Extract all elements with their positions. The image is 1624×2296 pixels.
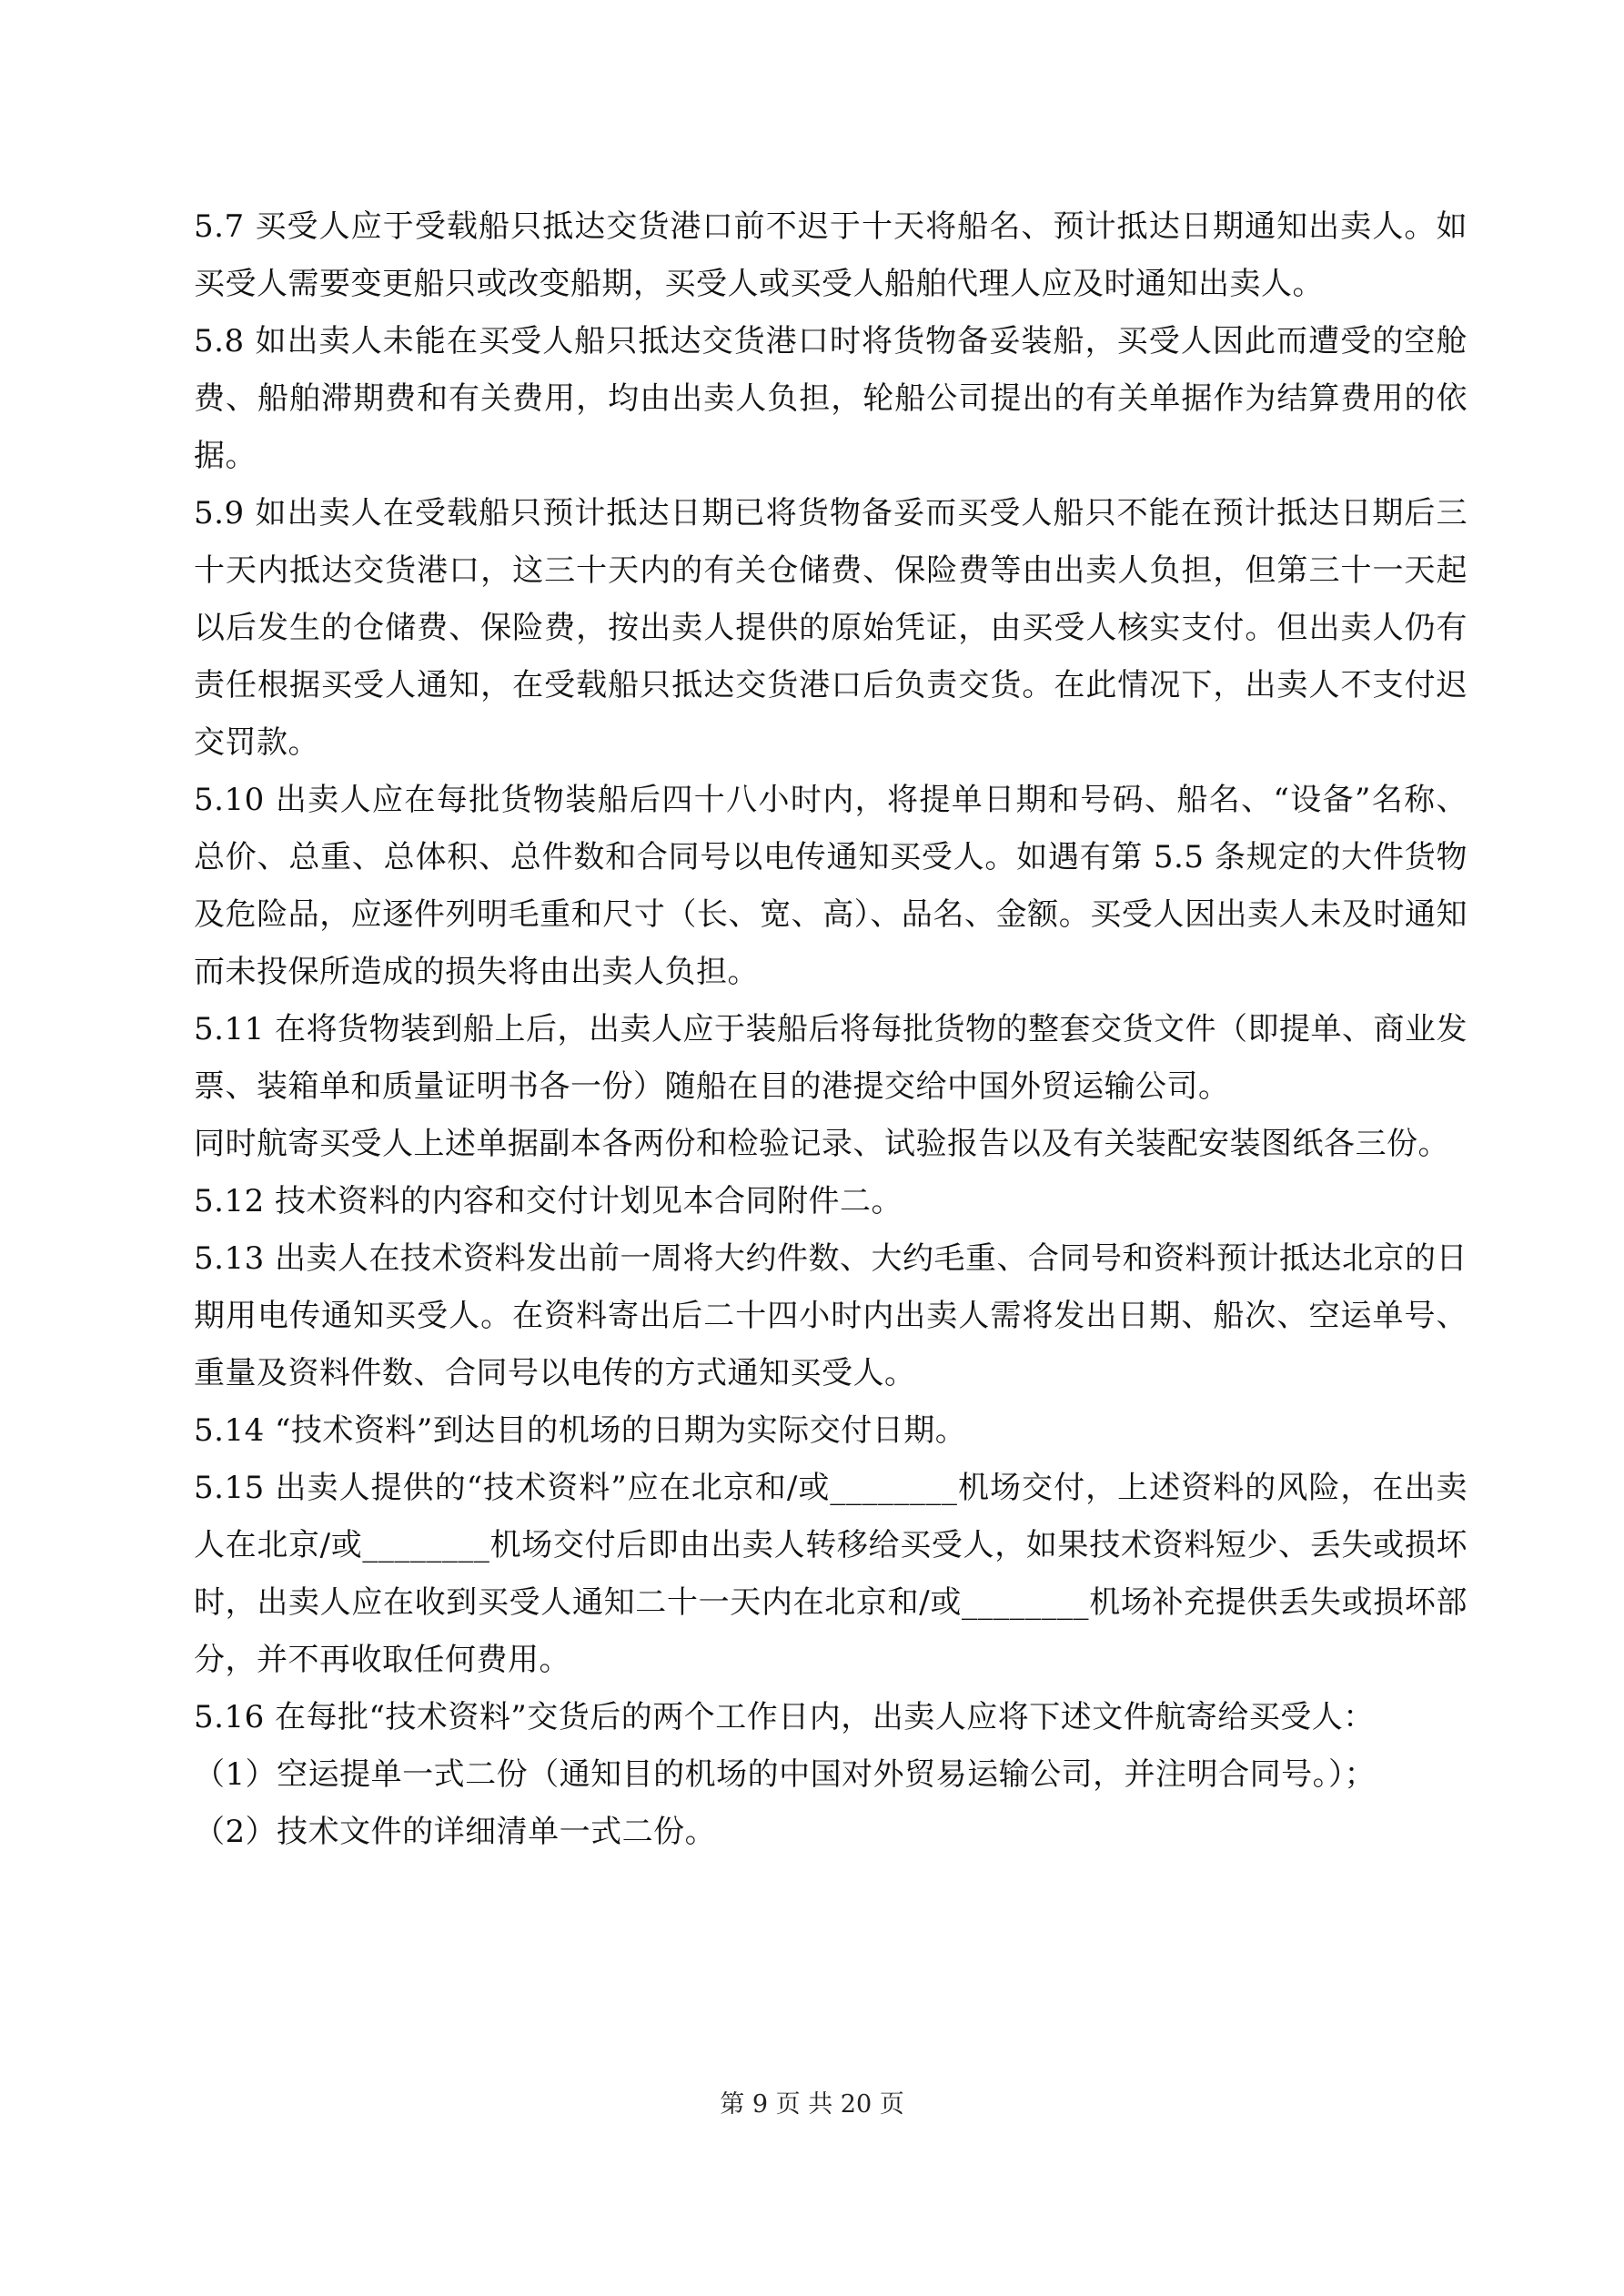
clause-5-12: 5.12 技术资料的内容和交付计划见本合同附件二。	[194, 1183, 903, 1219]
list-item-2: （2）技术文件的详细清单一式二份。	[194, 1814, 717, 1850]
clause-5-14: 5.14 “技术资料”到达目的机场的日期为实际交付日期。	[194, 1412, 967, 1449]
page-number-footer: 第 9 页 共 20 页	[720, 2090, 904, 2119]
clause-5-13: 5.13 出卖人在技术资料发出前一周将大约件数、大约毛重、合同号和资料预计抵达北京的日期用电传通知买受人。在资料寄出后二十四小时内出卖人需将发出日期、船次、空运单号、重量及资料件数、合同号以电传的方式通知买受人。	[194, 1240, 1468, 1391]
clause-5-10: 5.10 出卖人应在每批货物装船后四十八小时内，将提单日期和号码、船名、“设备”名称、总价、总重、总体积、总件数和合同号以电传通知买受人。如遇有第 5.5 条规定的大件货物及危险品，应逐件列明毛重和尺寸（长、宽、高）、品名、金额。买受人因出卖人未及时通知而未投保所造成的损失将由出卖人负担。	[194, 782, 1468, 990]
clause-5-16: 5.16 在每批“技术资料”交货后的两个工作日内，出卖人应将下述文件航寄给买受人：	[194, 1699, 1375, 1735]
clause-5-11: 5.11 在将货物装到船上后，出卖人应于装船后将每批货物的整套交货文件（即提单、商业发票、装箱单和质量证明书各一份）随船在目的港提交给中国外贸运输公司。	[194, 1011, 1468, 1105]
clause-5-8: 5.8 如出卖人未能在买受人船只抵达交货港口时将货物备妥装船，买受人因此而遭受的空舱费、船舶滞期费和有关费用，均由出卖人负担，轮船公司提出的有关单据作为结算费用的依据。	[194, 323, 1468, 474]
clause-5-11-continued: 同时航寄买受人上述单据副本各两份和检验记录、试验报告以及有关装配安装图纸各三份。	[194, 1126, 1449, 1162]
clause-5-9: 5.9 如出卖人在受载船只预计抵达日期已将货物备妥而买受人船只不能在预计抵达日期后三十天内抵达交货港口，这三十天内的有关仓储费、保险费等由出卖人负担，但第三十一天起以后发生的仓储费、保险费，按出卖人提供的原始凭证，由买受人核实支付。但出卖人仍有责任根据买受人通知，在受载船只抵达交货港口后负责交货。在此情况下，出卖人不支付迟交罚款。	[194, 495, 1468, 761]
clause-5-15: 5.15 出卖人提供的“技术资料”应在北京和/或________机场交付，上述资料的风险，在出卖人在北京/或________机场交付后即由出卖人转移给买受人，如果技术资料短少、丢失或损坏时，出卖人应在收到买受人通知二十一天内在北京和/或________机场补充提供丢失或损坏部分，并不再收取任何费用。	[194, 1470, 1468, 1678]
list-item-1: （1）空运提单一式二份（通知目的机场的中国对外贸易运输公司，并注明合同号。）；	[194, 1756, 1377, 1793]
document-body	[194, 198, 1468, 1861]
clause-5-7: 5.7 买受人应于受载船只抵达交货港口前不迟于十天将船名、预计抵达日期通知出卖人。如买受人需要变更船只或改变船期，买受人或买受人船舶代理人应及时通知出卖人。	[194, 208, 1468, 302]
